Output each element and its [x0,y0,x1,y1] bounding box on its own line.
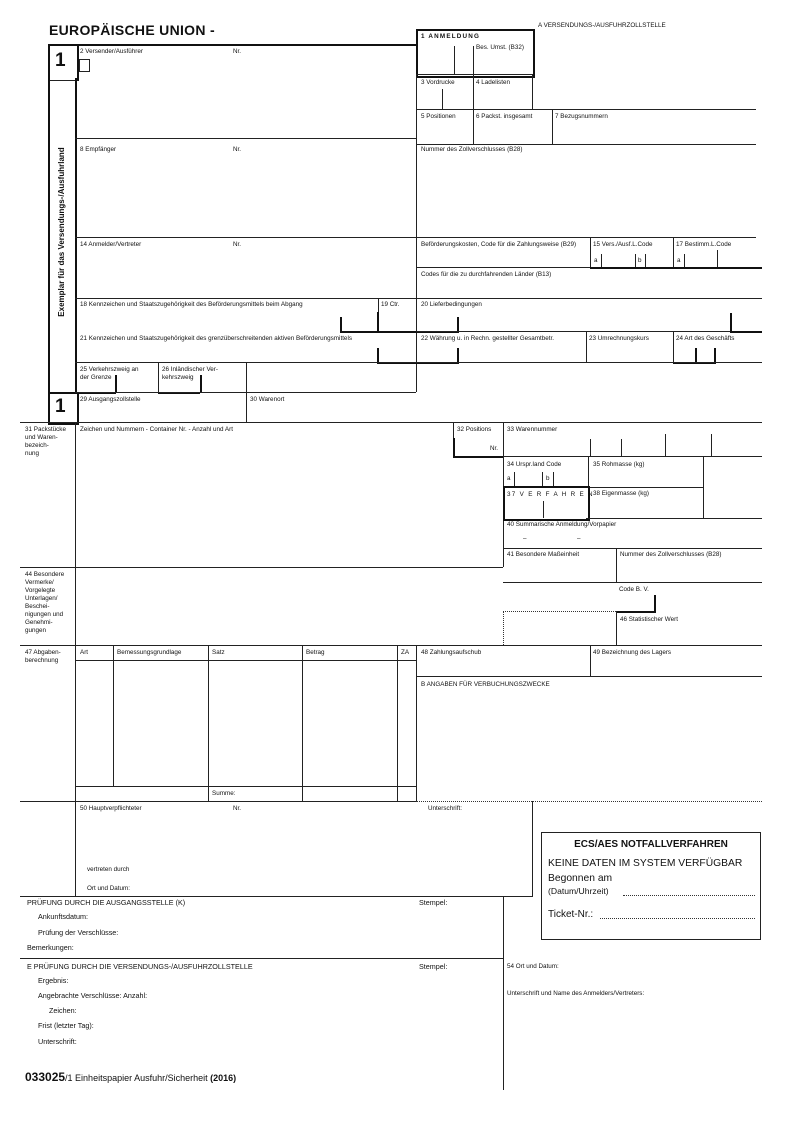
field-48-label: 48 Zahlungsaufschub [421,649,482,656]
notfall-begonnen: Begonnen am [548,873,613,884]
field-34-b: b [546,475,550,482]
col-satz: Satz [212,649,225,656]
field-2-nr: Nr. [233,48,242,55]
field-32-nr: Nr. [490,445,499,452]
pruefung-k-title: PRÜFUNG DURCH DIE AUSGANGSSTELLE (K) [27,898,186,907]
copy-number-2: 1 [55,396,66,417]
field-50-label: 50 Hauptverpflichteter [80,805,142,812]
field-14-label: 14 Anmelder/Vertreter [80,241,142,248]
col-betrag: Betrag [306,649,325,656]
ankunft-label: Ankunftsdatum: [38,912,88,921]
notfall-title: ECS/AES NOTFALLVERFAHREN [574,839,728,850]
field-49-label: 49 Bezeichnung des Lagers [593,649,672,656]
field-26-label: 26 Inländischer Ver- kehrszweig [162,366,219,381]
zollverschluss-2-label: Nummer des Zollverschlusses (B28) [620,551,722,558]
notfall-datum: (Datum/Uhrzeit) [548,886,609,896]
field-23-label: 23 Umrechnungskurs [589,335,649,342]
field-30-label: 30 Warenort [250,396,285,403]
field-25-label: 25 Verkehrszweig an der Grenze [80,366,139,381]
field-32-label: 32 Positions [457,426,492,433]
zeichen-label: Zeichen und Nummern - Container Nr. - Anzahl und Art [80,426,233,433]
angebrachte-label: Angebrachte Verschlüsse: Anzahl: [38,991,148,1000]
col-bemessung: Bemessungsgrundlage [117,649,182,656]
anmeldung-label: 1 ANMELDUNG [421,33,481,40]
field-15-label: 15 Vers./Ausf.L.Code [593,241,653,248]
befoerderungskosten-label: Beförderungskosten, Code für die Zahlungsweise (B29) [421,241,577,248]
notfall-keine: KEINE DATEN IM SYSTEM VERFÜGBAR [548,858,743,869]
field-40-label: 40 Summarische Anmeldung/Vorpapier [507,521,617,528]
field-34-a: a [507,475,511,482]
unterschrift-50: Unterschrift: [428,805,462,812]
ort-datum-label: Ort und Datum: [87,885,131,892]
vertreten-label: vertreten durch [87,866,130,873]
ergebnis-label: Ergebnis: [38,976,69,985]
field-44-input[interactable] [76,569,501,643]
summe-label: Summe: [212,790,236,797]
field-21-label: 21 Kennzeichen und Staatszugehörigkeit des grenzüberschreitenden aktiven Beförderungsmittels [80,335,352,342]
col-za: ZA [401,649,410,656]
field-5-label: 5 Positionen [421,113,456,120]
col-art: Art [80,649,89,656]
bemerkungen-label: Bemerkungen: [27,943,74,952]
zollverschluss-label: Nummer des Zollverschlusses (B28) [421,146,523,153]
field-8-nr: Nr. [233,146,242,153]
field-14-input[interactable] [76,251,415,297]
field-18-label: 18 Kennzeichen und Staatszugehörigkeit des Beförderungsmittels beim Abgang [80,301,303,308]
footer-copy: /1 Einheitspapier Ausfuhr/Sicherheit [65,1073,208,1083]
vertical-label-area [49,78,75,392]
footer [25,1070,236,1085]
field-15-b: b [638,257,642,264]
unterschrift-e-label: Unterschrift: [38,1037,77,1046]
codes-b13-label: Codes für die zu durchfahrenden Länder (B13) [421,271,552,278]
field-19-label: 19 Ctr. [381,301,400,308]
field-54-sign: Unterschrift und Name des Anmelders/Vertreters: [507,990,645,997]
field-37-label: 37 V E R F A H R E N [507,491,594,498]
notfall-ticket-input[interactable] [600,918,755,919]
code-bv-label: Code B. V. [619,586,649,593]
field-54-label: 54 Ort und Datum: [507,963,559,970]
abgaben-table-body[interactable] [76,662,414,784]
pruefung-e-title: E PRÜFUNG DURCH DIE VERSENDUNGS-/AUSFUHRZOLLSTELLE [27,962,253,971]
field-38-label: 38 Eigenmasse (kg) [593,490,649,497]
footer-code: 033025 [25,1070,66,1084]
field-17-a: a [677,257,681,264]
field-2-input[interactable] [76,58,415,138]
field-44-label: 44 Besondere Vermerke/ Vorgelegte Unterlagen/ Beschei- nigungen und Genehmi- gungen [25,571,65,634]
field-17-label: 17 Bestimm.L.Code [676,241,732,248]
field-8-label: 8 Empfänger [80,146,117,153]
field-31-input[interactable] [76,436,452,564]
field-33-label: 33 Warennummer [507,426,558,433]
verschluesse-label: Prüfung der Verschlüsse: [38,928,119,937]
field-20-label: 20 Lieferbedingungen [421,301,482,308]
zeichen-e-label: Zeichen: [49,1006,77,1015]
field-50-input[interactable] [76,815,531,863]
field-3-label: 3 Vordrucke [421,79,455,86]
field-6-label: 6 Packst. insgesamt [476,113,533,120]
bes-umst-label: Bes. Umst. (B32) [476,44,524,51]
field-2-label: 2 Versender/Ausführer [80,48,144,55]
field-46-label: 46 Statistischer Wert [620,616,678,623]
b-angaben-label: B ANGABEN FÜR VERBUCHUNGSZWECKE [421,681,550,688]
field-4-label: 4 Ladelisten [476,79,510,86]
field-40-dash-2: – [577,535,581,542]
footer-year: (2016) [210,1073,237,1083]
field-29-label: 29 Ausgangszollstelle [80,396,141,403]
field-50-nr: Nr. [233,805,242,812]
versendungsstelle-label: A VERSENDUNGS-/AUSFUHRZOLLSTELLE [538,22,666,29]
notfall-begonnen-input[interactable] [623,895,755,896]
vertical-label: Exemplar für das Versendungs-/Ausfuhrland [57,147,66,317]
frist-label: Frist (letzter Tag): [38,1021,94,1030]
field-40-dash-1: – [523,535,527,542]
field-41-label: 41 Besondere Maßeinheit [507,551,580,558]
field-8-input[interactable] [76,156,415,236]
copy-number: 1 [55,50,66,71]
form-title: EUROPÄISCHE UNION - [49,22,215,38]
field-22-label: 22 Währung u. in Rechn. gestellter Gesamtbetr. [421,335,555,342]
field-47-label: 47 Abgaben- berechnung [25,649,61,664]
pruefung-k-stempel: Stempel: [419,898,448,907]
field-34-label: 34 Urspr.land Code [507,461,562,468]
field-7-label: 7 Bezugsnummern [555,113,608,120]
field-35-label: 35 Rohmasse (kg) [593,461,645,468]
field-15-a: a [594,257,598,264]
field-31-label: 31 Packstücke und Waren- bezeich- nung [25,426,66,457]
field-24-label: 24 Art des Geschäfts [676,335,735,342]
notfall-ticket: Ticket-Nr.: [548,909,594,920]
field-14-nr: Nr. [233,241,242,248]
pruefung-e-stempel: Stempel: [419,962,448,971]
